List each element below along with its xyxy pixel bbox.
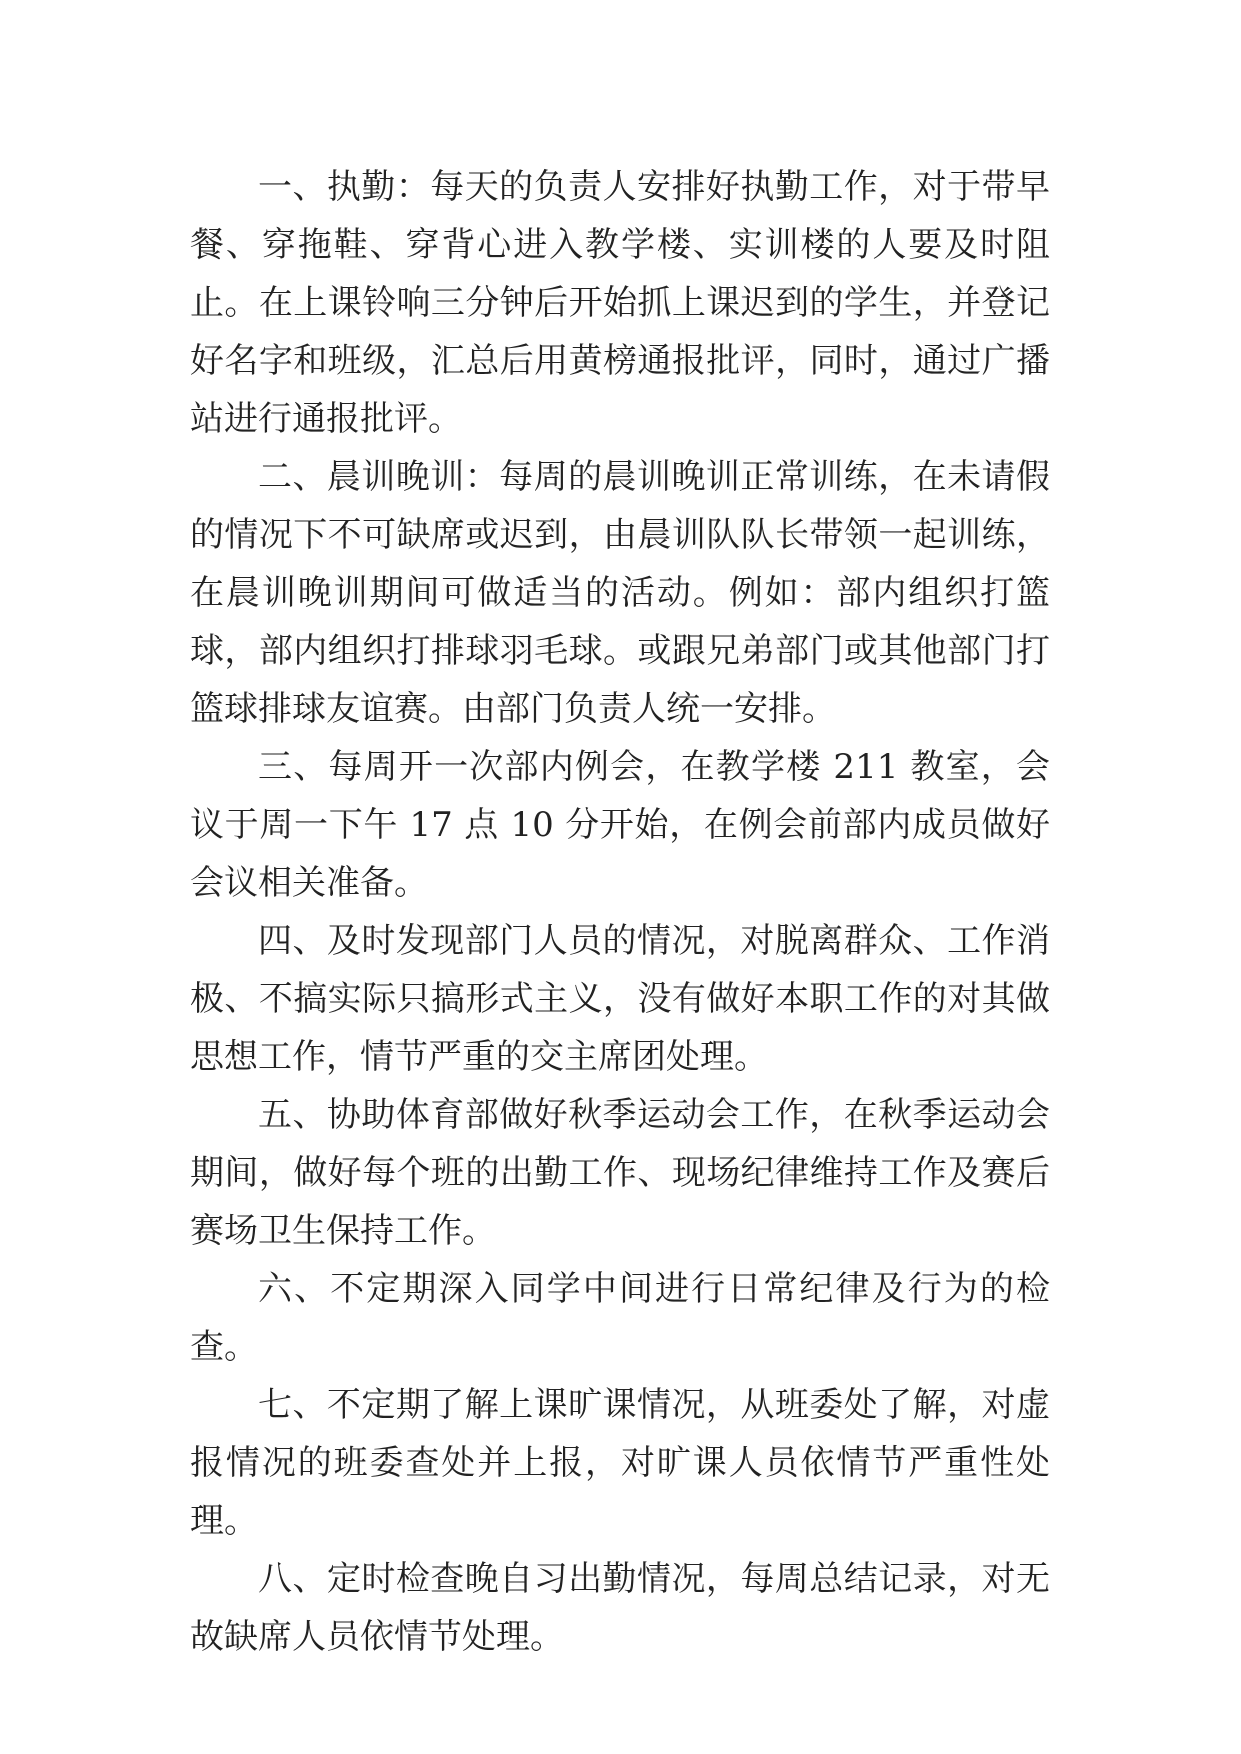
- paragraph-8: 八、定时检查晚自习出勤情况，每周总结记录，对无故缺席人员依情节处理。: [190, 1559, 1050, 1657]
- paragraph-7: 七、不定期了解上课旷课情况，从班委处了解，对虚报情况的班委查处并上报，对旷课人员依情节严重性处理。: [190, 1385, 1050, 1541]
- paragraph-6: 六、不定期深入同学中间进行日常纪律及行为的检查。: [190, 1269, 1050, 1367]
- paragraph-5: 五、协助体育部做好秋季运动会工作，在秋季运动会期间，做好每个班的出勤工作、现场纪律维持工作及赛后赛场卫生保持工作。: [190, 1095, 1050, 1251]
- paragraph-4: 四、及时发现部门人员的情况，对脱离群众、工作消极、不搞实际只搞形式主义，没有做好本职工作的对其做思想工作，情节严重的交主席团处理。: [190, 921, 1050, 1077]
- document-body: [190, 158, 1050, 1666]
- paragraph-2: 二、晨训晚训：每周的晨训晚训正常训练，在未请假的情况下不可缺席或迟到，由晨训队队长带领一起训练，在晨训晚训期间可做适当的活动。例如：部内组织打篮球，部内组织打排球羽毛球。或跟兄弟部门或其他部门打篮球排球友谊赛。由部门负责人统一安排。: [190, 457, 1050, 729]
- paragraph-1: 一、执勤：每天的负责人安排好执勤工作，对于带早餐、穿拖鞋、穿背心进入教学楼、实训楼的人要及时阻止。在上课铃响三分钟后开始抓上课迟到的学生，并登记好名字和班级，汇总后用黄榜通报批评，同时，通过广播站进行通报批评。: [190, 167, 1050, 439]
- paragraph-3: 三、每周开一次部内例会，在教学楼 211 教室，会议于周一下午 17 点 10 分开始，在例会前部内成员做好会议相关准备。: [190, 747, 1050, 903]
